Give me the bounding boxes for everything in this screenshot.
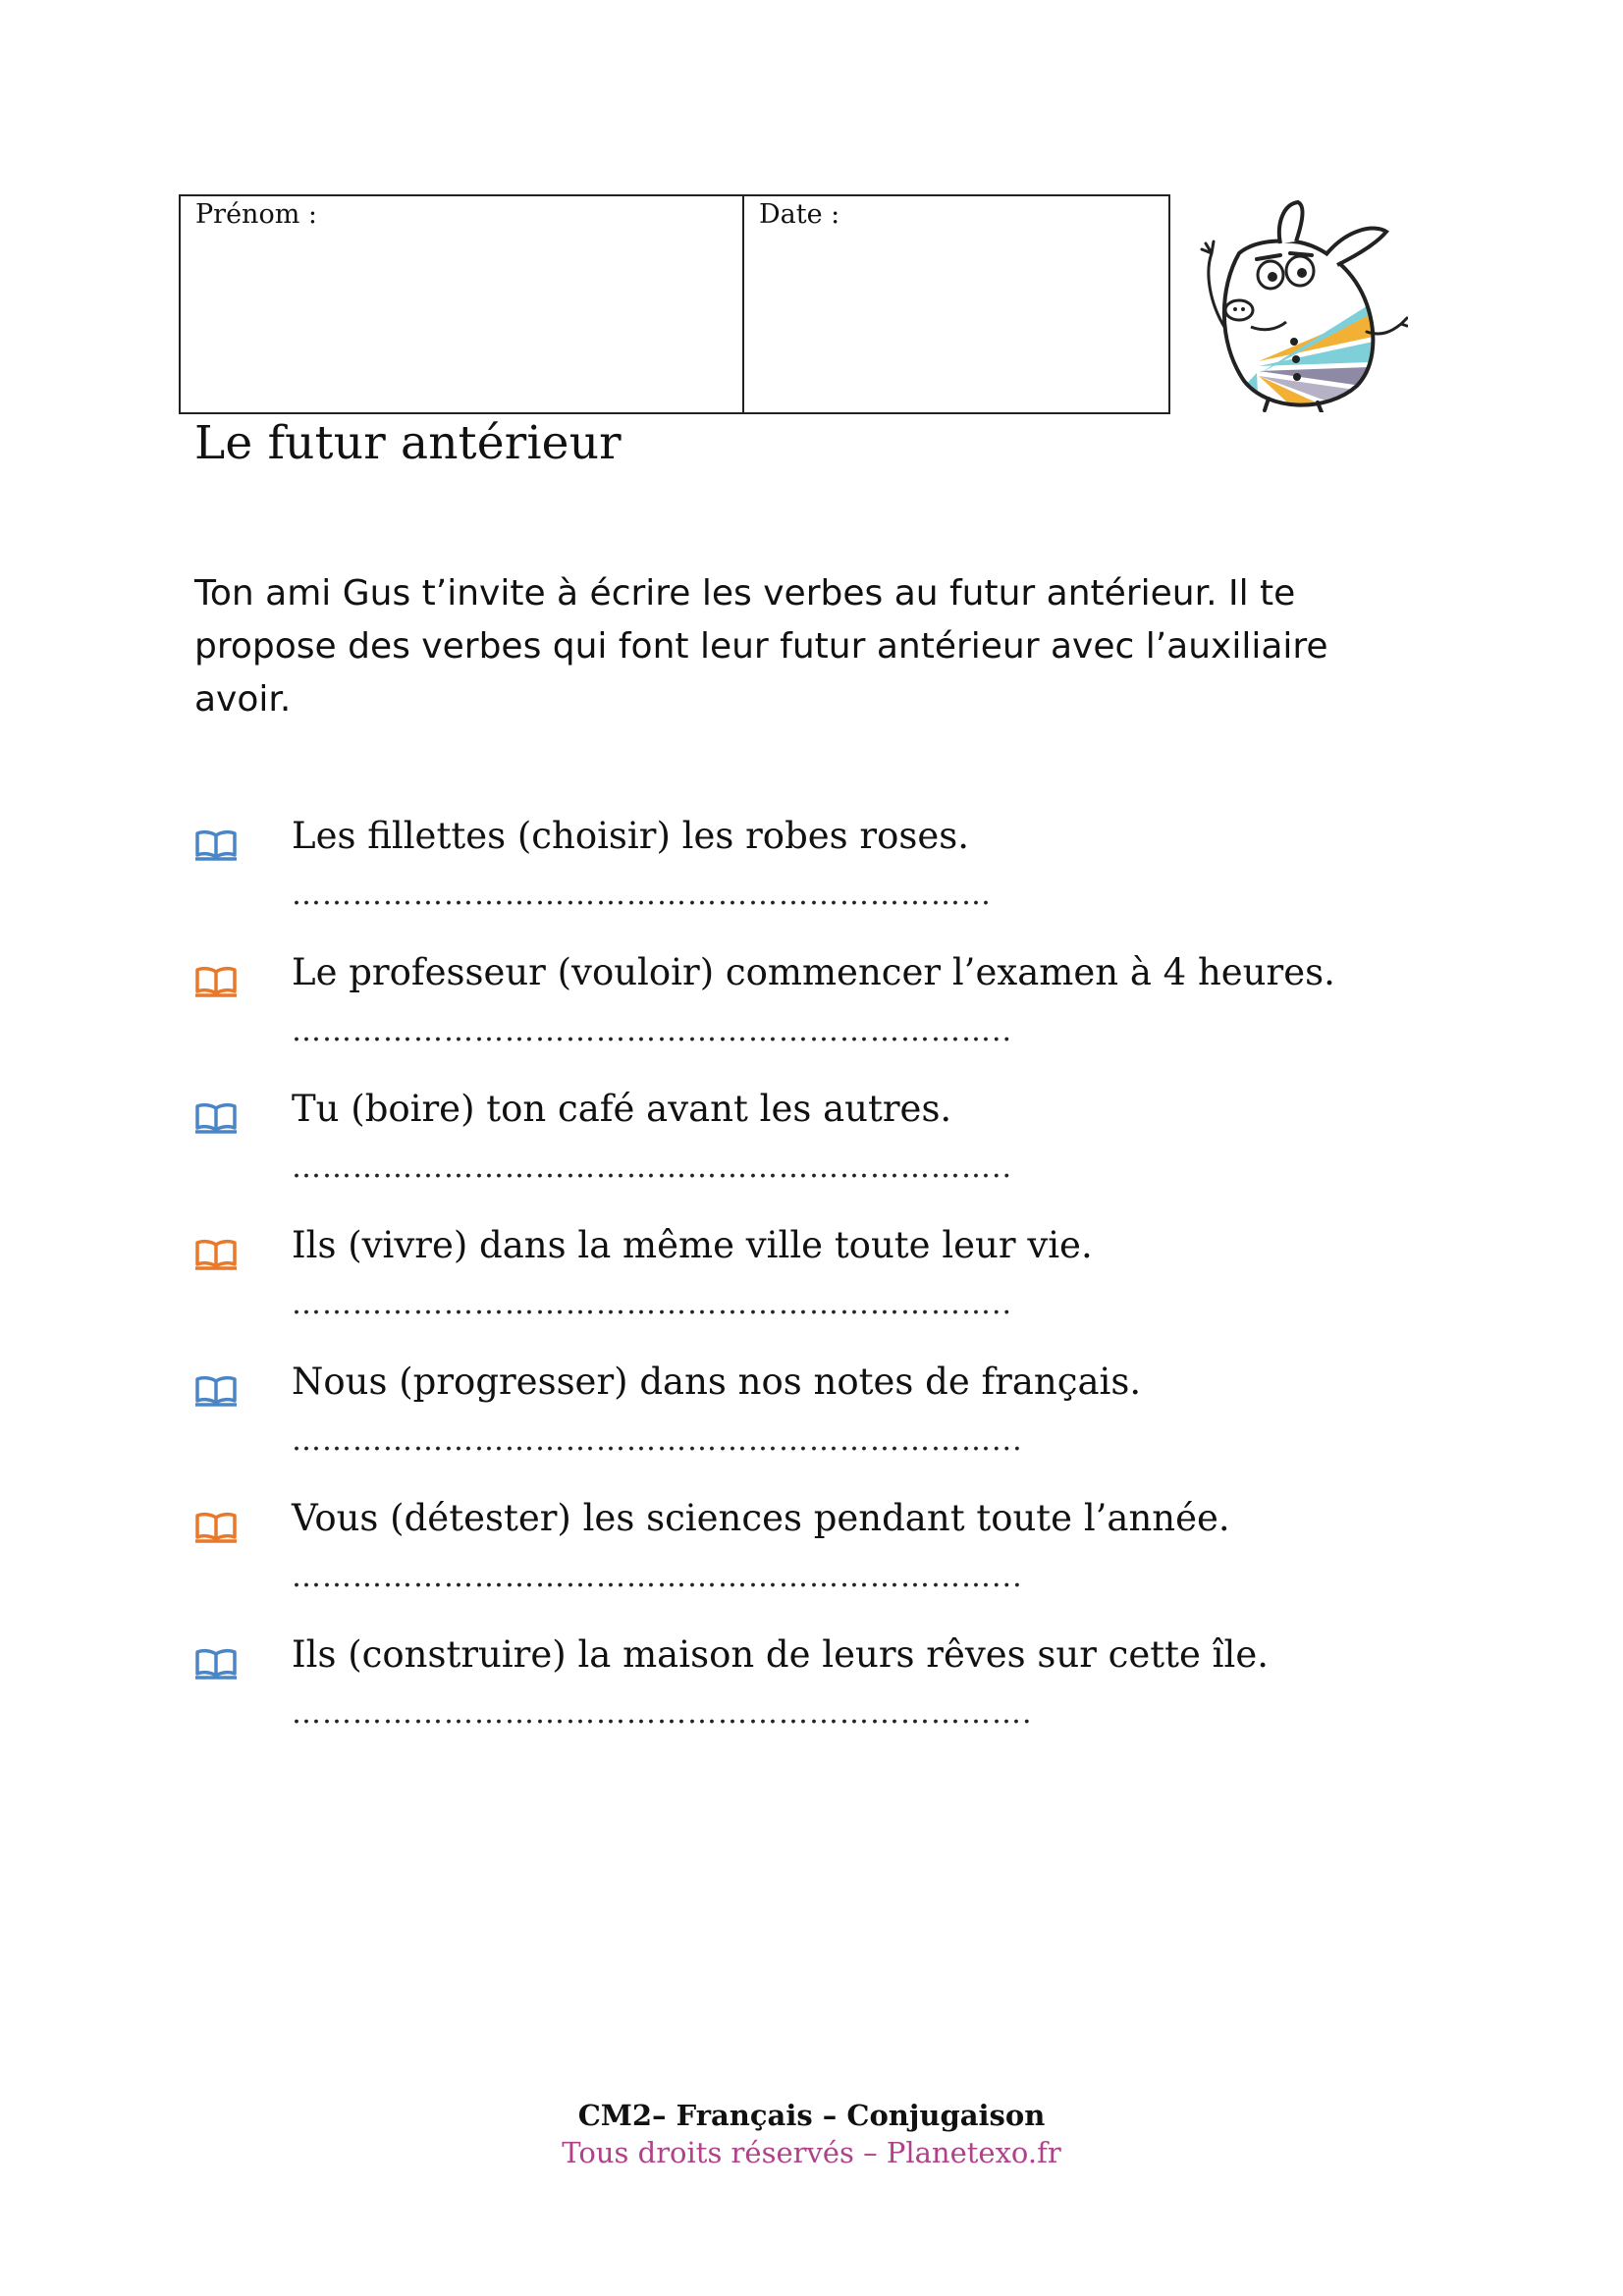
date-label: Date : xyxy=(759,199,840,230)
exercise-sentence: Vous (détester) les sciences pendant toute l’année. xyxy=(292,1497,1230,1539)
open-book-icon xyxy=(194,1374,238,1408)
exercise-item xyxy=(0,951,1623,1088)
open-book-icon xyxy=(194,1101,238,1135)
open-book-icon xyxy=(194,1511,238,1544)
open-book-icon xyxy=(194,965,238,998)
footer-credit[interactable]: Tous droits réservés – Planetexo.fr xyxy=(562,2136,1061,2169)
gus-mascot-icon xyxy=(1200,194,1408,412)
answer-line[interactable]: …………………………………………………………….. xyxy=(292,1287,1013,1321)
exercise-sentence: Tu (boire) ton café avant les autres. xyxy=(292,1088,952,1130)
exercise-sentence: Le professeur (vouloir) commencer l’examen à 4 heures. xyxy=(292,951,1335,993)
exercise-sentence: Ils (vivre) dans la même ville toute leur vie. xyxy=(292,1224,1093,1266)
answer-line[interactable]: ……………………………………………………………... xyxy=(292,1423,1023,1458)
answer-line[interactable]: ……………………………………………………………... xyxy=(292,1560,1023,1594)
open-book-icon xyxy=(194,1647,238,1681)
worksheet-title: Le futur antérieur xyxy=(194,416,622,470)
instruction-text: Ton ami Gus t’invite à écrire les verbes au futur antérieur. Il te propose des verbes qui font leur futur antérieur avec l’auxiliaire avoir. xyxy=(194,573,1328,720)
open-book-icon xyxy=(194,1238,238,1271)
exercise-item xyxy=(0,1497,1623,1633)
answer-line[interactable]: ………………………………………………………………. xyxy=(292,1696,1033,1731)
answer-line[interactable]: …………………………………………………………….. xyxy=(292,1014,1013,1048)
open-book-icon xyxy=(194,828,238,862)
exercise-item xyxy=(0,1361,1623,1497)
date-field[interactable] xyxy=(744,196,1168,412)
exercise-item xyxy=(0,1633,1623,1770)
exercise-sentence: Nous (progresser) dans nos notes de français. xyxy=(292,1361,1142,1403)
exercise-sentence: Ils (construire) la maison de leurs rêves sur cette île. xyxy=(292,1633,1270,1676)
answer-line[interactable]: …………………………………………………………… xyxy=(292,878,992,912)
exercise-item xyxy=(0,815,1623,951)
page-footer xyxy=(0,2099,1623,2169)
exercise-list xyxy=(0,815,1623,1770)
footer-course: CM2– Français – Conjugaison xyxy=(577,2099,1046,2132)
student-info-box xyxy=(179,194,1170,414)
exercise-sentence: Les fillettes (choisir) les robes roses. xyxy=(292,815,970,857)
exercise-item xyxy=(0,1224,1623,1361)
first-name-field[interactable] xyxy=(181,196,744,412)
first-name-label: Prénom : xyxy=(195,199,317,230)
exercise-item xyxy=(0,1088,1623,1224)
answer-line[interactable]: …………………………………………………………….. xyxy=(292,1150,1013,1185)
